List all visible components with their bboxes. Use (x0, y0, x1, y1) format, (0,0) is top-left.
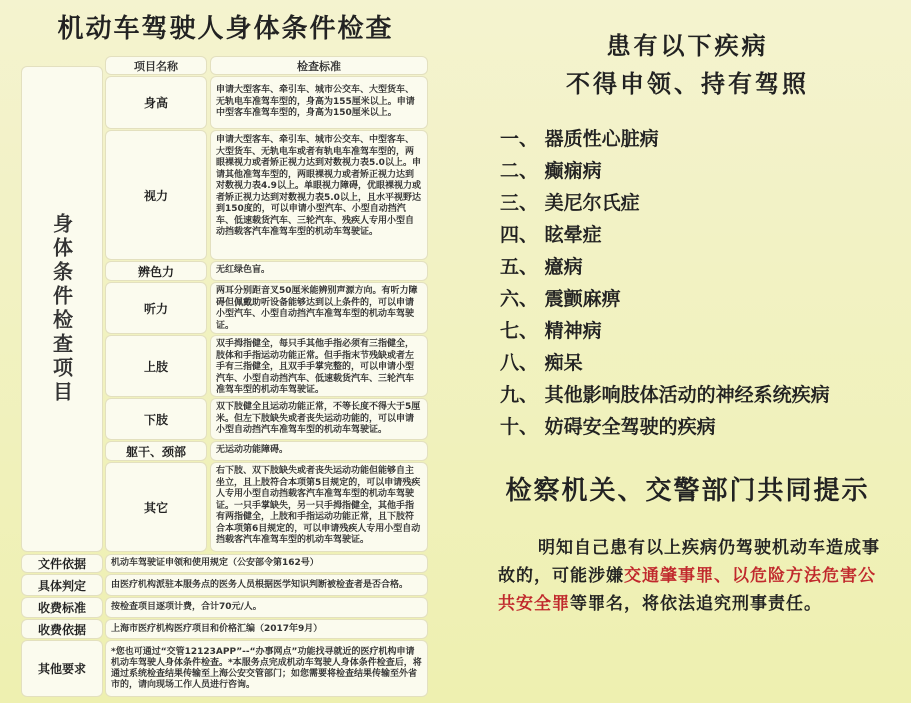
item-name-upper-limb: 上肢 (106, 336, 206, 396)
warning-text-2: 等罪名，将依法追究刑事责任。 (570, 594, 822, 614)
disease-item: 三、 美尼尔氏症 (500, 192, 640, 214)
info-label-fee: 收费标准 (22, 598, 102, 617)
disease-title-line2: 不得申领、持有驾照 (566, 70, 809, 98)
item-std-upper-limb: 双手拇指健全，每只手其他手指必须有三指健全，肢体和手指运动功能正常。但手指末节残缺或者左手有三指健全，且双手手掌完整的，可以申请小型汽车、小型自动挡汽车、低速载货汽车、三轮汽车准驾车型的机动车驾驶证。 (211, 336, 427, 396)
item-std-vision: 申请大型客车、牵引车、城市公交车、中型客车、大型货车、无轨电车或者有轨电车准驾车型的，两眼裸视力或者矫正视力达到对数视力表5.0以上。申请其他准驾车型的，两眼裸视力或者矫正视力达到对数视力表4.9以上。单眼视力障碍，优眼裸视力或者矫正视力达到对数视力表5.0以上，且水平视野达到150度的，可以申请小型汽车、小型自动挡汽车、低速载货汽车、三轮汽车、残疾人专用小型自动挡载客汽车准驾车型的机动车驾驶证。 (211, 131, 427, 259)
disease-panel (470, 0, 905, 703)
info-value-other: *您也可通过“交管12123APP”--“办事网点”功能找寻就近的医疗机构申请机动车驾驶人身体条件检查。*本服务点完成机动车驾驶人身体条件检查后，将通过系统检查结果传输至上海公安交管部门；如您需要将检查结果传输至外省市的，请向现场工作人员进行咨询。 (106, 641, 427, 696)
warning-text-1: 明知自己患有以上疾病仍驾驶机动车造成事故的，可能涉嫌 (498, 538, 880, 586)
disease-item: 六、 震颤麻痹 (500, 288, 621, 310)
item-name-torso: 躯干、颈部 (106, 442, 206, 460)
item-name-vision: 视力 (106, 131, 206, 259)
info-value-fee: 按检查项目逐项计费，合计70元/人。 (106, 598, 427, 617)
disease-item: 四、 眩晕症 (500, 224, 602, 246)
item-std-other: 右下肢、双下肢缺失或者丧失运动功能但能够自主坐立，且上肢符合本项第5目规定的，可以申请残疾人专用小型自动挡载客汽车准驾车型的机动车驾驶证。一只手掌缺失，另一只手拇指健全，其他手指有两指健全，上肢和手指运动功能正常，且下肢符合本项第6目规定的，可以申请残疾人专用小型自动挡载客汽车准驾车型的机动车驾驶证。 (211, 463, 427, 551)
info-value-fee-basis: 上海市医疗机构医疗项目和价格汇编（2017年9月） (106, 620, 427, 638)
item-name-other: 其它 (106, 463, 206, 551)
item-std-color: 无红绿色盲。 (211, 262, 427, 280)
side-label-box (22, 67, 102, 551)
item-name-color: 辨色力 (106, 262, 206, 280)
item-std-torso: 无运动功能障碍。 (211, 442, 427, 460)
item-name-lower-limb: 下肢 (106, 399, 206, 439)
warning-crime-names: 交通肇事罪、以危险方法危害公共安全罪 (498, 566, 876, 614)
col-header-standard: 检查标准 (211, 57, 427, 74)
info-label-other: 其他要求 (22, 641, 102, 696)
item-std-hearing: 两耳分别距音叉50厘米能辨别声源方向。有听力障碍但佩戴助听设备能够达到以上条件的，可以申请小型汽车、小型自动挡汽车准驾车型的机动车驾驶证。 (211, 283, 427, 333)
disease-item: 五、 癔病 (500, 256, 583, 278)
disease-item: 十、 妨碍安全驾驶的疾病 (500, 416, 716, 438)
info-value-judgement: 由医疗机构派驻本服务点的医务人员根据医学知识判断被检查者是否合格。 (106, 575, 427, 595)
warning-title: 检察机关、交警部门共同提示 (505, 476, 870, 506)
warning-paragraph (498, 534, 893, 618)
disease-item: 七、 精神病 (500, 320, 602, 342)
page-title: 机动车驾驶人身体条件检查 (57, 14, 394, 44)
info-label-judgement: 具体判定 (22, 575, 102, 595)
exam-panel (18, 10, 433, 698)
disease-item: 八、 痴呆 (500, 352, 583, 374)
disease-list (500, 124, 830, 444)
col-header-name: 项目名称 (106, 57, 206, 74)
side-label: 身体条件检查项目 (49, 213, 74, 405)
item-name-height: 身高 (106, 77, 206, 128)
disease-item: 九、 其他影响肢体活动的神经系统疾病 (500, 384, 830, 406)
info-label-basis: 文件依据 (22, 555, 102, 572)
item-name-hearing: 听力 (106, 283, 206, 333)
disease-item: 一、 器质性心脏病 (500, 128, 659, 150)
info-value-basis: 机动车驾驶证申领和使用规定（公安部令第162号） (106, 555, 427, 572)
disease-title-line1: 患有以下疾病 (606, 32, 769, 60)
disease-item: 二、 癫痫病 (500, 160, 602, 182)
info-label-fee-basis: 收费依据 (22, 620, 102, 638)
item-std-height: 申请大型客车、牵引车、城市公交车、大型货车、无轨电车准驾车型的，身高为155厘米以上。申请中型客车准驾车型的，身高为150厘米以上。 (211, 77, 427, 128)
item-std-lower-limb: 双下肢健全且运动功能正常，不等长度不得大于5厘米。但左下肢缺失或者丧失运动功能的，可以申请小型自动挡汽车准驾车型的机动车驾驶证。 (211, 399, 427, 439)
